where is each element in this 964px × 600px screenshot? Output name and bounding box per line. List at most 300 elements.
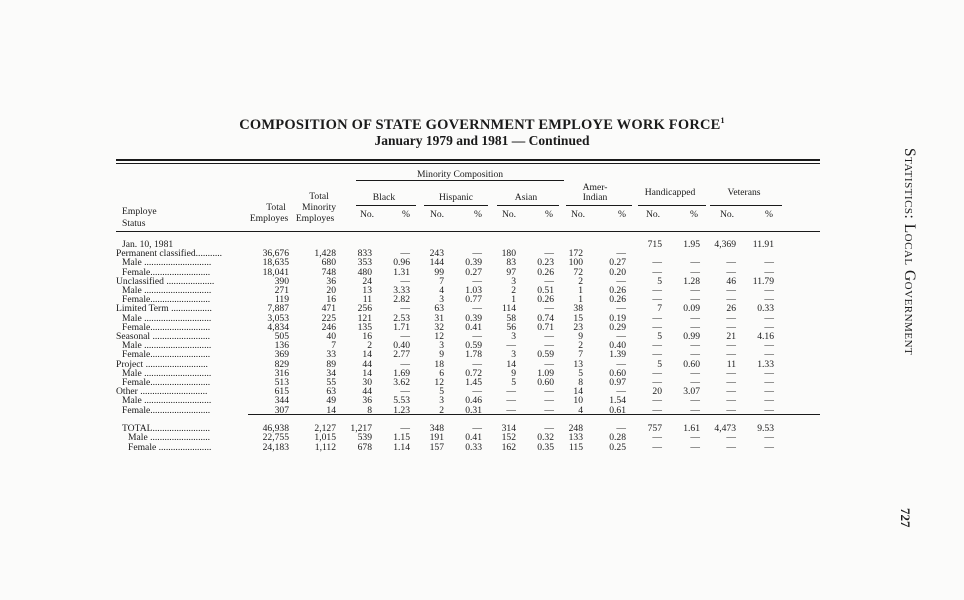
- total-row-cell: —: [472, 423, 482, 434]
- total-row-cell: —: [690, 432, 700, 444]
- table-row-cell: 390: [274, 275, 289, 287]
- total-row-cell: —: [400, 423, 410, 434]
- subhead-no-black: No.: [359, 209, 375, 220]
- header-minority-1: Total: [309, 191, 329, 202]
- header-status-1: Employe: [122, 206, 157, 217]
- table-row-cell: 16: [326, 294, 336, 306]
- table-row-cell: —: [652, 285, 662, 296]
- total-row-cell: —: [764, 441, 774, 453]
- table-row-cell: —: [616, 248, 626, 260]
- table-row-cell: 36: [362, 395, 372, 407]
- table-row-cell: 72: [573, 266, 583, 278]
- table-subtitle: January 1979 and 1981 — Continued: [374, 133, 590, 148]
- table-row-cell: 11: [362, 294, 372, 306]
- table-row-cell: 0.09: [683, 303, 700, 315]
- table-row-cell: —: [544, 303, 554, 315]
- table-row-cell: —: [652, 266, 662, 278]
- table-row-cell: 0.59: [465, 340, 482, 352]
- table-row-label: Male ............................: [122, 312, 212, 324]
- table-row-cell: 3,053: [267, 312, 289, 324]
- subhead-pct-asian: %: [545, 209, 553, 220]
- table-row-cell: 0.26: [609, 285, 626, 296]
- title-text: COMPOSITION OF STATE GOVERNMENT EMPLOYE WORK FORCE: [239, 116, 721, 133]
- total-row-cell: 1.14: [393, 441, 410, 453]
- table-row-cell: 13: [362, 285, 372, 296]
- table-row-cell: 3: [439, 395, 444, 407]
- header-minority-3: Employes: [295, 213, 335, 224]
- table-row-cell: 12: [434, 377, 444, 388]
- table-row-cell: 18: [434, 358, 444, 370]
- total-row-cell: 46,938: [262, 423, 289, 434]
- table-row-cell: 0.33: [757, 303, 774, 315]
- table-row-cell: 16: [362, 331, 372, 342]
- subhead-no-asian: No.: [501, 209, 517, 220]
- table-row-cell: 20: [652, 386, 662, 398]
- table-row-cell: 13: [573, 358, 583, 370]
- table-row-cell: 119: [274, 294, 289, 306]
- table-row-cell: 3: [511, 275, 516, 287]
- table-row-cell: 0.39: [465, 257, 482, 269]
- total-row-cell: 1,112: [314, 441, 336, 453]
- table-row-cell: —: [616, 358, 626, 370]
- table-row-cell: 0.46: [465, 395, 482, 407]
- table-row-cell: 471: [321, 303, 336, 315]
- table-row-label: Male ............................: [122, 395, 212, 407]
- table-row-cell: —: [544, 358, 554, 370]
- table-row-cell: —: [400, 331, 410, 342]
- table-row-cell: 0.40: [393, 340, 410, 352]
- total-row-cell: 1,217: [350, 423, 372, 434]
- table-row-cell: 30: [362, 377, 372, 388]
- table-row-cell: 9: [511, 367, 516, 379]
- table-row-cell: —: [726, 285, 736, 296]
- table-row-cell: 0.27: [465, 266, 482, 278]
- table-row-cell: 1.23: [393, 404, 410, 416]
- table-row-cell: 3: [439, 294, 444, 306]
- table-row-cell: —: [400, 386, 410, 398]
- subhead-rule-veterans: [710, 205, 782, 206]
- table-row-cell: —: [400, 275, 410, 287]
- total-row-cell: 1.15: [393, 432, 410, 444]
- table-row-cell: —: [544, 395, 554, 407]
- table-row-cell: —: [690, 404, 700, 416]
- header-handicapped: Handicapped: [644, 187, 696, 198]
- table-row-cell: —: [616, 331, 626, 342]
- total-row-cell: —: [652, 432, 662, 444]
- table-row-cell: —: [544, 404, 554, 416]
- total-row-cell: 0.35: [537, 441, 554, 453]
- table-row-cell: 715: [647, 239, 662, 250]
- table-row-cell: —: [690, 349, 700, 361]
- table-row-cell: —: [764, 257, 774, 269]
- table-row-cell: 58: [506, 312, 516, 324]
- top-rule-2: [116, 163, 820, 164]
- table-row-cell: 5: [657, 358, 662, 370]
- total-row-cell: 4,473: [714, 423, 736, 434]
- table-row-cell: 0.51: [537, 285, 554, 296]
- table-row-cell: 369: [274, 349, 289, 361]
- subhead-rule-hispanic: [424, 205, 488, 206]
- total-row-cell: 22,755: [262, 432, 289, 444]
- table-row-cell: 44: [362, 386, 372, 398]
- table-row-cell: 0.60: [609, 367, 626, 379]
- total-row-label: Male .........................: [128, 432, 211, 444]
- header-minority-composition: Minority Composition: [416, 169, 504, 180]
- total-row-cell: 191: [429, 432, 444, 444]
- table-row-cell: —: [652, 395, 662, 407]
- table-row-cell: —: [472, 303, 482, 315]
- table-row-cell: 5: [511, 377, 516, 388]
- table-row-cell: 1.39: [609, 349, 626, 361]
- table-row-label: Jan. 10, 1981: [122, 239, 174, 250]
- table-row-cell: 0.71: [537, 321, 554, 333]
- table-row-cell: 5: [578, 367, 583, 379]
- table-row-cell: 513: [274, 377, 289, 388]
- table-row-cell: 7,887: [267, 303, 289, 315]
- table-row-cell: —: [764, 386, 774, 398]
- table-row-cell: 18,041: [262, 266, 289, 278]
- total-row-label: TOTAL........................: [122, 423, 211, 434]
- table-row-cell: 49: [326, 395, 336, 407]
- total-row-cell: 0.33: [465, 441, 482, 453]
- table-row-cell: 2.53: [393, 312, 410, 324]
- table-row-cell: —: [690, 321, 700, 333]
- table-row-cell: 0.26: [537, 266, 554, 278]
- table-title: [0, 116, 964, 134]
- total-row-cell: 24,183: [262, 441, 289, 453]
- total-row-cell: —: [726, 432, 736, 444]
- table-row-cell: 8: [578, 377, 583, 388]
- table-row-cell: 14: [506, 358, 516, 370]
- table-row-cell: 256: [357, 303, 372, 315]
- table-row-cell: 46: [726, 275, 736, 287]
- table-row-cell: 40: [326, 331, 336, 342]
- subhead-rule-amerindian: [566, 205, 632, 206]
- table-row-cell: 31: [434, 312, 444, 324]
- total-row-cell: 2,127: [314, 423, 336, 434]
- total-row-cell: 9.53: [757, 423, 774, 434]
- table-row-cell: 680: [321, 257, 336, 269]
- total-row-cell: 0.25: [609, 441, 626, 453]
- table-row-cell: 9: [439, 349, 444, 361]
- table-row-cell: 12: [434, 331, 444, 342]
- table-row-cell: 32: [434, 321, 444, 333]
- total-row-cell: 1.61: [683, 423, 700, 434]
- table-row-cell: 8: [367, 404, 372, 416]
- table-row-cell: 172: [568, 248, 583, 260]
- table-row-cell: 11.79: [752, 275, 774, 287]
- table-row-cell: 55: [326, 377, 336, 388]
- table-row-cell: 10: [573, 395, 583, 407]
- table-row-cell: —: [690, 340, 700, 352]
- total-row-cell: 162: [501, 441, 516, 453]
- table-row-cell: 2: [439, 404, 444, 416]
- table-row-cell: 0.27: [609, 257, 626, 269]
- table-row-cell: —: [544, 275, 554, 287]
- table-row-cell: —: [472, 275, 482, 287]
- table-row-cell: 1.69: [393, 367, 410, 379]
- table-row-cell: 63: [434, 303, 444, 315]
- minority-rule: [356, 180, 564, 181]
- table-row-cell: 36,676: [262, 248, 289, 260]
- table-row-cell: —: [544, 386, 554, 398]
- table-row-cell: —: [506, 340, 516, 352]
- table-row-cell: 3.07: [683, 386, 700, 398]
- subhead-pct-amerindian: %: [618, 209, 626, 220]
- table-row-cell: —: [652, 367, 662, 379]
- table-row-cell: 14: [362, 367, 372, 379]
- table-row-cell: 246: [321, 321, 336, 333]
- table-row-cell: —: [400, 248, 410, 260]
- table-row-cell: 0.60: [683, 358, 700, 370]
- table-row-cell: —: [544, 248, 554, 260]
- table-row-cell: 2.77: [393, 349, 410, 361]
- subhead-no-handicapped: No.: [645, 209, 661, 220]
- table-row-cell: —: [652, 349, 662, 361]
- table-row-label: Female.........................: [122, 349, 211, 361]
- total-row-cell: —: [652, 441, 662, 453]
- header-amerindian-2: Indian: [582, 192, 608, 203]
- table-row-label: Project ..........................: [116, 358, 208, 370]
- table-row-cell: —: [652, 321, 662, 333]
- table-row-cell: 56: [506, 321, 516, 333]
- table-row-cell: 2: [367, 340, 372, 352]
- table-row-cell: —: [616, 386, 626, 398]
- table-row-cell: 1: [578, 294, 583, 306]
- table-row-cell: 23: [573, 321, 583, 333]
- total-row-cell: —: [544, 423, 554, 434]
- table-row-cell: 14: [362, 349, 372, 361]
- table-row-cell: —: [726, 257, 736, 269]
- table-row-cell: —: [726, 294, 736, 306]
- table-row-cell: —: [690, 367, 700, 379]
- table-row-cell: 0.60: [537, 377, 554, 388]
- table-row-cell: 615: [274, 386, 289, 398]
- table-row-cell: 271: [274, 285, 289, 296]
- table-row-label: Male ............................: [122, 257, 212, 269]
- table-row-cell: 136: [274, 340, 289, 352]
- header-minority-2: Minority: [301, 202, 337, 213]
- total-row-cell: 0.41: [465, 432, 482, 444]
- table-row-cell: 0.20: [609, 266, 626, 278]
- total-row-cell: 757: [647, 423, 662, 434]
- table-row-cell: —: [726, 386, 736, 398]
- total-row-cell: —: [764, 432, 774, 444]
- total-row-label: Female ......................: [128, 441, 212, 453]
- total-row-cell: 539: [357, 432, 372, 444]
- table-row-cell: 0.26: [537, 294, 554, 306]
- table-row-cell: —: [764, 321, 774, 333]
- table-row-cell: —: [726, 404, 736, 416]
- header-bottom-rule: [116, 231, 820, 232]
- header-asian: Asian: [514, 192, 538, 203]
- table-row-cell: 21: [726, 331, 736, 342]
- table-row-cell: —: [726, 377, 736, 388]
- table-row-cell: 0.99: [683, 331, 700, 342]
- header-total-1: Total: [266, 202, 286, 213]
- table-row-cell: 26: [726, 303, 736, 315]
- header-amerindian-1: Amer-: [582, 182, 608, 193]
- table-row-cell: 14: [573, 386, 583, 398]
- table-row-cell: 5: [657, 275, 662, 287]
- table-row-cell: —: [472, 386, 482, 398]
- table-row-cell: 180: [501, 248, 516, 260]
- table-row-cell: 4.16: [757, 331, 774, 342]
- table-row-cell: —: [690, 285, 700, 296]
- subhead-no-amerindian: No.: [570, 209, 586, 220]
- table-row-cell: 3.33: [393, 285, 410, 296]
- table-row-cell: —: [472, 358, 482, 370]
- table-row-cell: 833: [357, 248, 372, 260]
- side-heading: Statistics: Local Government: [901, 148, 918, 356]
- table-row-cell: 83: [506, 257, 516, 269]
- total-row-cell: 157: [429, 441, 444, 453]
- table-row-cell: 225: [321, 312, 336, 324]
- table-row-cell: 11: [726, 358, 736, 370]
- total-row-cell: 248: [568, 423, 583, 434]
- table-row-cell: —: [506, 404, 516, 416]
- subhead-rule-asian: [497, 205, 559, 206]
- table-row-cell: 14: [326, 404, 336, 416]
- total-row-cell: —: [616, 423, 626, 434]
- table-row-cell: 1,428: [314, 248, 336, 260]
- table-row-cell: —: [652, 404, 662, 416]
- table-row-cell: 1: [578, 285, 583, 296]
- table-row-cell: 307: [274, 404, 289, 416]
- table-row-cell: —: [544, 331, 554, 342]
- table-row-cell: 0.40: [609, 340, 626, 352]
- subhead-pct-black: %: [402, 209, 410, 220]
- subhead-pct-handicapped: %: [690, 209, 698, 220]
- page-number: 727: [898, 508, 913, 528]
- table-row-cell: 18,635: [262, 257, 289, 269]
- table-row-cell: 5: [439, 386, 444, 398]
- table-row-label: Seasonal ........................: [116, 331, 211, 342]
- table-row-cell: 63: [326, 386, 336, 398]
- table-row-cell: 2.82: [393, 294, 410, 306]
- table-row-cell: 7: [578, 349, 583, 361]
- table-row-label: Male ............................: [122, 367, 212, 379]
- table-row-cell: 1.54: [609, 395, 626, 407]
- table-row-cell: 7: [657, 303, 662, 315]
- table-row-label: Female.........................: [122, 377, 211, 388]
- table-row-cell: 1.78: [465, 349, 482, 361]
- table-row-cell: 0.31: [465, 404, 482, 416]
- title-footnote-mark: 1: [720, 116, 725, 125]
- table-row-cell: —: [652, 257, 662, 269]
- table-row-cell: 505: [274, 331, 289, 342]
- table-row-cell: —: [764, 367, 774, 379]
- subhead-rule-handicapped: [638, 205, 706, 206]
- table-row-cell: —: [764, 285, 774, 296]
- table-row-cell: —: [690, 257, 700, 269]
- total-row-cell: 115: [568, 441, 583, 453]
- table-row-cell: 1.09: [537, 367, 554, 379]
- table-row-cell: —: [472, 331, 482, 342]
- table-row-cell: 0.19: [609, 312, 626, 324]
- table-row-cell: 4,834: [267, 321, 289, 333]
- table-row-cell: 316: [274, 367, 289, 379]
- header-black: Black: [372, 192, 396, 203]
- table-row-cell: 0.96: [393, 257, 410, 269]
- table-row-cell: 135: [357, 321, 372, 333]
- table-row-cell: 4: [578, 404, 583, 416]
- table-row-cell: —: [652, 377, 662, 388]
- table-row-cell: 0.61: [609, 404, 626, 416]
- table-row-cell: 114: [501, 303, 516, 315]
- table-row-cell: 2: [511, 285, 516, 296]
- table-row-cell: 0.23: [537, 257, 554, 269]
- table-row-cell: 0.39: [465, 312, 482, 324]
- table-row-cell: 0.29: [609, 321, 626, 333]
- total-row-cell: 1,015: [314, 432, 336, 444]
- table-row-cell: —: [726, 312, 736, 324]
- table-row-cell: —: [400, 358, 410, 370]
- table-row-cell: —: [472, 248, 482, 260]
- table-row-cell: —: [506, 386, 516, 398]
- table-row-cell: 5.53: [393, 395, 410, 407]
- header-status-2: Status: [122, 218, 146, 229]
- table-row-cell: 0.77: [465, 294, 482, 306]
- table-row-label: Female.........................: [122, 321, 211, 333]
- table-row-cell: —: [506, 395, 516, 407]
- table-row-label: Female.........................: [122, 294, 211, 306]
- table-row-cell: —: [544, 340, 554, 352]
- table-row-cell: 99: [434, 266, 444, 278]
- total-row-cell: 348: [429, 423, 444, 434]
- total-row-cell: 152: [501, 432, 516, 444]
- table-row-label: Male ............................: [122, 340, 212, 352]
- table-row-label: Female.........................: [122, 266, 211, 278]
- table-row-cell: 9: [578, 331, 583, 342]
- table-row-cell: —: [764, 294, 774, 306]
- subhead-no-hispanic: No.: [429, 209, 445, 220]
- table-row-cell: 5: [657, 331, 662, 342]
- table-row-cell: 3: [439, 340, 444, 352]
- table-row-cell: 748: [321, 266, 336, 278]
- table-row-cell: 11.91: [752, 239, 774, 250]
- table-row-cell: 0.41: [465, 321, 482, 333]
- table-row-cell: 38: [573, 303, 583, 315]
- table-row-cell: 6: [439, 367, 444, 379]
- table-row-cell: 34: [326, 367, 336, 379]
- table-row-cell: —: [764, 395, 774, 407]
- subhead-pct-hispanic: %: [474, 209, 482, 220]
- header-veterans: Veterans: [727, 187, 761, 198]
- total-row-cell: —: [690, 441, 700, 453]
- table-row-cell: —: [726, 340, 736, 352]
- table-row-cell: 1.31: [393, 266, 410, 278]
- header-total-2: Employes: [249, 213, 289, 224]
- top-rule: [116, 159, 820, 161]
- table-row-cell: —: [690, 312, 700, 324]
- table-row-cell: 353: [357, 257, 372, 269]
- table-row-cell: 243: [429, 248, 444, 260]
- table-row-cell: 144: [429, 257, 444, 269]
- table-row-label: Other ............................: [116, 386, 208, 398]
- table-row-cell: 121: [357, 312, 372, 324]
- table-row-cell: —: [726, 266, 736, 278]
- table-row-cell: —: [726, 349, 736, 361]
- table-row-cell: —: [690, 266, 700, 278]
- table-row-cell: 0.97: [609, 377, 626, 388]
- table-row-cell: 0.59: [537, 349, 554, 361]
- table-row-cell: —: [652, 294, 662, 306]
- table-row-cell: 1: [511, 294, 516, 306]
- subhead-pct-veterans: %: [765, 209, 773, 220]
- table-row-cell: 33: [326, 349, 336, 361]
- table-row-label: Female.........................: [122, 404, 211, 416]
